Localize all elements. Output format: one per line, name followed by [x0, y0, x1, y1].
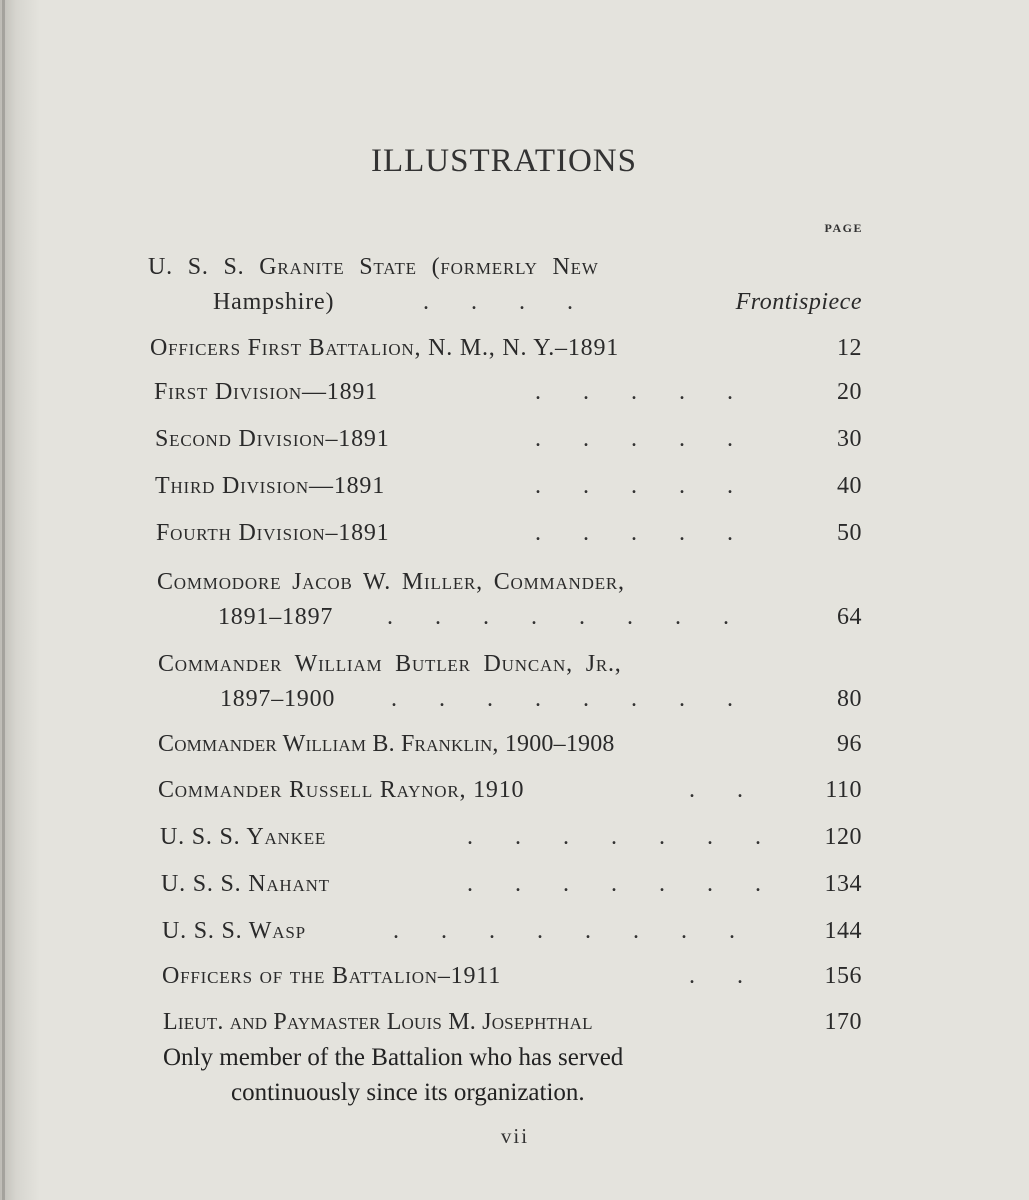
leader-dots: . . . . . . . . — [387, 604, 729, 630]
page-folio: vii — [500, 1124, 530, 1148]
page-title: ILLUSTRATIONS — [371, 143, 637, 179]
entry-page-number: 96 — [837, 731, 862, 757]
entry-caption-line: Lieut. and Paymaster Louis M. Josephthal — [163, 1009, 593, 1035]
leader-dots: . . . . . . . — [467, 871, 761, 897]
entry-caption-line: 1897–1900 — [220, 686, 336, 712]
leader-dots: . . . . . — [535, 520, 733, 546]
entry-page-number: 50 — [837, 520, 862, 546]
entry-caption-line: 1891–1897 — [218, 604, 334, 630]
entry-note-line: continuously since its organization. — [231, 1079, 585, 1106]
entry-caption-line: Commander William Butler Duncan, Jr., — [158, 651, 622, 677]
leader-dots: . . — [689, 777, 743, 803]
entry-page-number: 40 — [837, 473, 862, 499]
entry-caption-line: Commodore Jacob W. Miller, Commander, — [157, 569, 625, 595]
entry-note-line: Only member of the Battalion who has served — [163, 1044, 624, 1071]
entry-caption-line: U. S. S. Granite State (formerly New — [148, 254, 599, 280]
entry-caption-line: Fourth Division–1891 — [156, 520, 390, 546]
page-column-header: PAGE — [824, 221, 863, 235]
entry-page-number: 64 — [837, 604, 862, 630]
entry-page-number: 134 — [824, 871, 862, 897]
leader-dots: . . — [689, 963, 743, 989]
entry-caption-line: Commander William B. Franklin, 1900–1908 — [158, 731, 615, 757]
entry-caption-line: U. S. S. Wasp — [162, 918, 306, 944]
entry-page-number: 170 — [824, 1009, 862, 1035]
entry-page-number: 80 — [837, 686, 862, 712]
entry-caption-line: Hampshire) — [213, 289, 335, 315]
leader-dots: . . . . . — [535, 426, 733, 452]
entry-caption-line: U. S. S. Nahant — [161, 871, 330, 897]
entry-caption-line: Officers First Battalion, N. M., N. Y.–1891 — [150, 335, 620, 361]
entry-caption-line: Third Division—1891 — [155, 473, 386, 499]
entry-page-number: 110 — [825, 777, 862, 803]
entry-caption-line: Second Division–1891 — [155, 426, 390, 452]
entry-page-number: Frontispiece — [735, 289, 862, 315]
leader-dots: . . . . — [423, 289, 573, 315]
leader-dots: . . . . . . . — [467, 824, 761, 850]
entry-page-number: 144 — [824, 918, 862, 944]
entry-page-number: 156 — [824, 963, 862, 989]
leader-dots: . . . . . — [535, 379, 733, 405]
leader-dots: . . . . . — [535, 473, 733, 499]
entry-page-number: 20 — [837, 379, 862, 405]
entry-page-number: 30 — [837, 426, 862, 452]
entry-caption-line: First Division—1891 — [154, 379, 378, 405]
leader-dots: . . . . . . . . — [393, 918, 735, 944]
leader-dots: . . . . . . . . — [391, 686, 733, 712]
entry-caption-line: Officers of the Battalion–1911 — [162, 963, 501, 989]
entry-page-number: 12 — [837, 335, 862, 361]
entry-caption-line: U. S. S. Yankee — [160, 824, 327, 850]
entry-caption-line: Commander Russell Raynor, 1910 — [158, 777, 525, 803]
entry-page-number: 120 — [824, 824, 862, 850]
